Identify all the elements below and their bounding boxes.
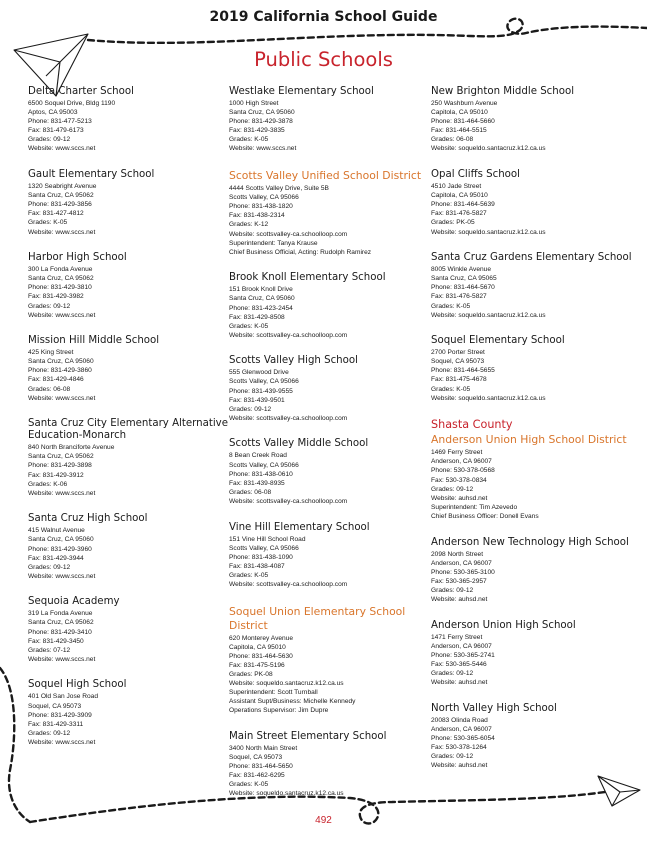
detail-line: Capitola, CA 95010 [229,643,286,651]
detail-line: Scotts Valley, CA 95066 [229,378,299,386]
detail-line: Phone: 831-464-5660 [431,118,495,126]
detail-line: Fax: 831-438-4087 [229,562,285,570]
detail-line: Website: auhsd.net [431,494,488,502]
district-name: Scotts Valley Unified School District [229,169,422,183]
detail-line: Superintendent: Tanya Krause [229,239,318,247]
detail-line: Website: soqueldo.santacruz.k12.ca.us [431,228,546,236]
detail-line: 555 Glenwood Drive [229,369,289,377]
column-2 [229,86,439,814]
school-entry [229,438,439,506]
detail-line: 840 North Branciforte Avenue [28,444,115,452]
detail-line: Website: soqueldo.santacruz.k12.ca.us [229,680,344,688]
detail-line: Fax: 831-429-3944 [28,554,84,562]
detail-line: Grades: K-06 [28,480,68,488]
detail-line: Fax: 831-462-6295 [229,772,285,780]
school-name: Santa Cruz High School [28,513,148,525]
detail-line: Santa Cruz, CA 95065 [431,275,497,283]
detail-line: Soquel, CA 95073 [431,358,485,366]
detail-line: 620 Monterey Avenue [229,634,294,642]
school-entry [229,272,439,340]
detail-line: Grades: 09-12 [28,302,71,310]
detail-line: Website: www.sccs.net [28,394,96,402]
school-entry [431,537,641,605]
school-entry [229,355,439,423]
detail-line: 1469 Ferry Street [431,449,483,457]
detail-line: Santa Cruz, CA 95062 [28,619,94,627]
detail-line: Soquel, CA 95073 [229,754,283,761]
school-name: Vine Hill Elementary School [229,521,370,533]
school-name: New Brighton Middle School [431,86,575,97]
detail-line: Chief Business Official, Acting: Rudolph Ramirez [229,248,372,256]
detail-line: Fax: 831-429-3835 [229,127,285,135]
detail-line: Fax: 831-429-3311 [28,720,84,728]
detail-line: 300 La Fonda Avenue [28,266,93,274]
detail-line: Grades: PK-08 [229,670,273,678]
detail-line: Operations Supervisor: Jim Dupre [229,707,329,715]
detail-line: Website: www.sccs.net [28,228,96,236]
detail-line: Phone: 530-365-6054 [431,734,495,742]
guide-title: 2019 California School Guide [209,9,438,25]
detail-line: Website: www.sccs.net [28,738,96,746]
detail-line: Website: scottsvalley-ca.schoolloop.com [229,331,348,339]
detail-line: Phone: 831-464-5655 [431,367,495,375]
detail-line: Website: scottsvalley-ca.schoolloop.com [229,497,348,505]
school-entry [431,335,641,403]
detail-line: Grades: K-05 [229,781,269,789]
detail-line: Website: auhsd.net [431,595,488,603]
school-name: Anderson New Technology High School [431,536,629,548]
detail-line: 1320 Seabright Avenue [28,183,97,191]
detail-line: Fax: 831-427-4812 [28,210,84,218]
detail-line: Phone: 831-464-5639 [431,201,495,209]
school-entry [431,703,641,771]
detail-line: Scotts Valley, CA 95066 [229,461,299,469]
school-name: Westlake Elementary School [229,86,374,97]
detail-line: Fax: 831-429-3982 [28,293,84,301]
detail-line: Phone: 831-464-5670 [431,284,495,292]
detail-line: Grades: 07-12 [28,646,71,654]
detail-line: Superintendent: Scott Turnball [229,689,318,697]
detail-line: Grades: 09-12 [229,405,272,413]
detail-line: Grades: 09-12 [431,485,474,493]
detail-line: 151 Vine Hill School Road [229,535,306,543]
detail-line: Grades: 09-12 [28,729,71,737]
detail-line: 2098 North Street [431,550,484,558]
detail-line: Grades: K-05 [229,136,269,144]
detail-line: Scotts Valley, CA 95066 [229,194,299,202]
detail-line: Grades: 09-12 [431,669,474,677]
detail-line: Fax: 831-475-5196 [229,661,285,669]
detail-line: 8005 Winkle Avenue [431,266,491,274]
detail-line: Santa Cruz, CA 95062 [28,453,94,461]
detail-line: Grades: 06-08 [28,385,71,393]
detail-line: Scotts Valley, CA 95066 [229,544,299,552]
detail-line: Grades: 09-12 [28,136,71,144]
detail-line: Anderson, CA 96007 [431,642,492,650]
detail-line: Fax: 831-439-9501 [229,396,285,404]
detail-line: Grades: 06-08 [431,136,474,144]
detail-line: 151 Brook Knoll Drive [229,286,293,294]
detail-line: Grades: 06-08 [229,488,272,496]
detail-line: Anderson, CA 96007 [431,559,492,567]
district-name: Anderson Union High School District [431,433,627,447]
school-name: Scotts Valley High School [229,355,358,367]
detail-line: Fax: 831-438-2314 [229,212,285,220]
detail-line: 415 Walnut Avenue [28,527,85,535]
detail-line: Fax: 530-365-2957 [431,577,487,585]
detail-line: Phone: 831-429-3898 [28,462,92,470]
school-name: Soquel Elementary School [431,335,565,347]
detail-line: Website: soqueldo.santacruz.k12.ca.us [431,311,546,319]
school-entry [28,418,238,498]
page-number: 492 [315,815,332,826]
detail-line: Phone: 831-439-9555 [229,387,293,395]
detail-line: Grades: K-05 [229,322,269,330]
detail-line: Santa Cruz, CA 95060 [28,536,94,544]
detail-line: Phone: 831-464-5650 [229,763,293,771]
detail-line: Phone: 831-429-3909 [28,711,92,719]
detail-line: Fax: 530-378-0834 [431,476,487,484]
school-entry [229,731,439,799]
detail-line: Fax: 530-378-1264 [431,743,487,751]
detail-line: 250 Washburn Avenue [431,100,498,107]
school-name: Santa Cruz Gardens Elementary School [431,252,632,264]
detail-line: Santa Cruz, CA 95060 [28,358,94,366]
detail-line: Fax: 831-429-3450 [28,637,84,645]
district-entry [229,169,439,257]
detail-line: Phone: 831-429-3860 [28,367,92,375]
detail-line: Website: auhsd.net [431,762,488,770]
school-entry [28,86,238,154]
detail-line: Website: www.sccs.net [229,145,297,153]
detail-line: 319 La Fonda Avenue [28,610,93,618]
detail-line: Santa Cruz, CA 95060 [229,109,295,117]
detail-line: Phone: 831-438-1090 [229,553,293,561]
detail-line: Website: scottsvalley-ca.schoolloop.com [229,230,348,238]
detail-line: Chief Business Officer: Donell Evans [431,512,539,520]
school-entry [28,252,238,320]
school-name: Sequoia Academy [28,596,120,608]
detail-line: Santa Cruz, CA 95062 [28,275,94,283]
school-entry [431,252,641,320]
district-name: Soquel Union Elementary School District [229,604,406,632]
school-entry [229,522,439,590]
school-name: Harbor High School [28,252,127,264]
detail-line: Website: www.sccs.net [28,655,96,663]
detail-line: Assistant Supt/Business: Michelle Kennedy [229,698,356,706]
school-name: Opal Cliffs School [431,169,520,181]
district-entry [229,605,439,716]
school-entry [28,679,238,747]
school-name: Soquel High School [28,679,127,691]
detail-line: Phone: 831-429-3410 [28,628,92,636]
detail-line: Grades: 09-12 [431,753,474,760]
detail-line: Website: www.sccs.net [28,572,96,580]
detail-line: 8 Bean Creek Road [229,452,287,460]
district-entry [431,418,641,521]
detail-line: 425 King Street [28,349,74,357]
school-name: Anderson Union High School [431,619,576,631]
detail-line: 4444 Scotts Valley Drive, Suite 5B [229,185,329,193]
detail-line: Website: soqueldo.santacruz.k12.ca.us [229,790,344,798]
detail-line: Website: www.sccs.net [28,489,96,497]
school-entry [28,596,238,664]
section-title: Public Schools [254,48,393,71]
detail-line: Website: www.sccs.net [28,311,96,319]
detail-line: Grades: K-05 [229,571,269,579]
detail-line: Fax: 831-464-5515 [431,127,487,135]
detail-line: Fax: 831-476-5827 [431,293,487,301]
detail-line: Grades: K-05 [431,302,471,310]
school-entry [28,169,238,237]
detail-line: Santa Cruz, CA 95062 [28,192,94,200]
detail-line: Fax: 530-365-5446 [431,660,487,668]
detail-line: Grades: K-12 [229,221,269,229]
detail-line: Phone: 831-429-3960 [28,545,92,553]
detail-line: Capitola, CA 95010 [431,109,488,117]
detail-line: 3400 North Main Street [229,744,298,752]
school-entry [431,86,641,154]
detail-line: 1000 High Street [229,100,279,107]
detail-line: Phone: 831-477-5213 [28,118,92,126]
detail-line: Grades: PK-05 [431,219,475,227]
detail-line: Website: soqueldo.santacruz.k12.ca.us [431,394,546,402]
detail-line: Fax: 831-429-4846 [28,376,84,384]
detail-line: Phone: 831-438-0610 [229,470,293,478]
detail-line: Grades: 09-12 [431,586,474,594]
school-entry [28,335,238,403]
detail-line: 2700 Porter Street [431,349,485,357]
detail-line: 20083 Olinda Road [431,716,488,724]
detail-line: Grades: K-05 [28,219,68,227]
detail-line: Capitola, CA 95010 [431,192,488,200]
school-name: Brook Knoll Elementary School [229,272,386,284]
school-entry [431,169,641,237]
detail-line: Fax: 831-429-8508 [229,313,285,321]
detail-line: Grades: 09-12 [28,563,71,571]
detail-line: Aptos, CA 95003 [28,109,78,117]
detail-line: Website: scottsvalley-ca.schoolloop.com [229,580,348,588]
detail-line: Fax: 831-476-5827 [431,210,487,218]
school-name: Delta Charter School [28,86,134,97]
detail-line: Soquel, CA 95073 [28,702,82,710]
school-entry [229,86,439,154]
county-heading: Shasta County [431,418,513,432]
detail-line: 6500 Soquel Drive, Bldg 1190 [28,100,116,107]
school-name: Gault Elementary School [28,169,155,181]
school-name: Santa Cruz City Elementary Alternative Education-Monarch [28,418,228,442]
detail-line: Phone: 831-438-1820 [229,203,293,211]
detail-line: Website: auhsd.net [431,679,488,687]
detail-line: Phone: 831-429-3810 [28,284,92,292]
detail-line: Phone: 831-429-3856 [28,201,92,209]
school-name: Main Street Elementary School [229,730,387,742]
left-dashed-path [0,668,30,822]
school-name: Mission Hill Middle School [28,335,160,347]
detail-line: Phone: 831-464-5630 [229,652,293,660]
column-1 [28,86,238,763]
detail-line: Website: soqueldo.santacruz.k12.ca.us [431,145,546,153]
detail-line: Website: scottsvalley-ca.schoolloop.com [229,414,348,422]
detail-line: Fax: 831-475-4678 [431,376,487,384]
detail-line: Phone: 530-378-0568 [431,467,495,475]
detail-line: 1471 Ferry Street [431,633,483,641]
detail-line: Santa Cruz, CA 95060 [229,295,295,303]
detail-line: Fax: 831-429-3912 [28,471,84,479]
detail-line: Website: www.sccs.net [28,145,96,153]
detail-line: Grades: K-05 [431,385,471,393]
detail-line: Superintendent: Tim Azevedo [431,503,518,511]
detail-line: Fax: 831-439-8935 [229,479,285,487]
detail-line: Phone: 831-429-3878 [229,118,293,126]
school-entry [28,513,238,581]
detail-line: Phone: 530-365-3100 [431,568,495,576]
column-3 [431,86,641,786]
school-entry [431,620,641,688]
detail-line: 401 Old San Jose Road [28,693,99,701]
detail-line: Phone: 831-423-2454 [229,304,293,312]
detail-line: 4510 Jade Street [431,183,482,191]
detail-line: Anderson, CA 96007 [431,725,492,733]
detail-line: Fax: 831-479-6173 [28,127,84,135]
school-name: Scotts Valley Middle School [229,438,369,450]
detail-line: Anderson, CA 96007 [431,458,492,466]
school-name: North Valley High School [431,702,557,714]
detail-line: Phone: 530-365-2741 [431,651,495,659]
